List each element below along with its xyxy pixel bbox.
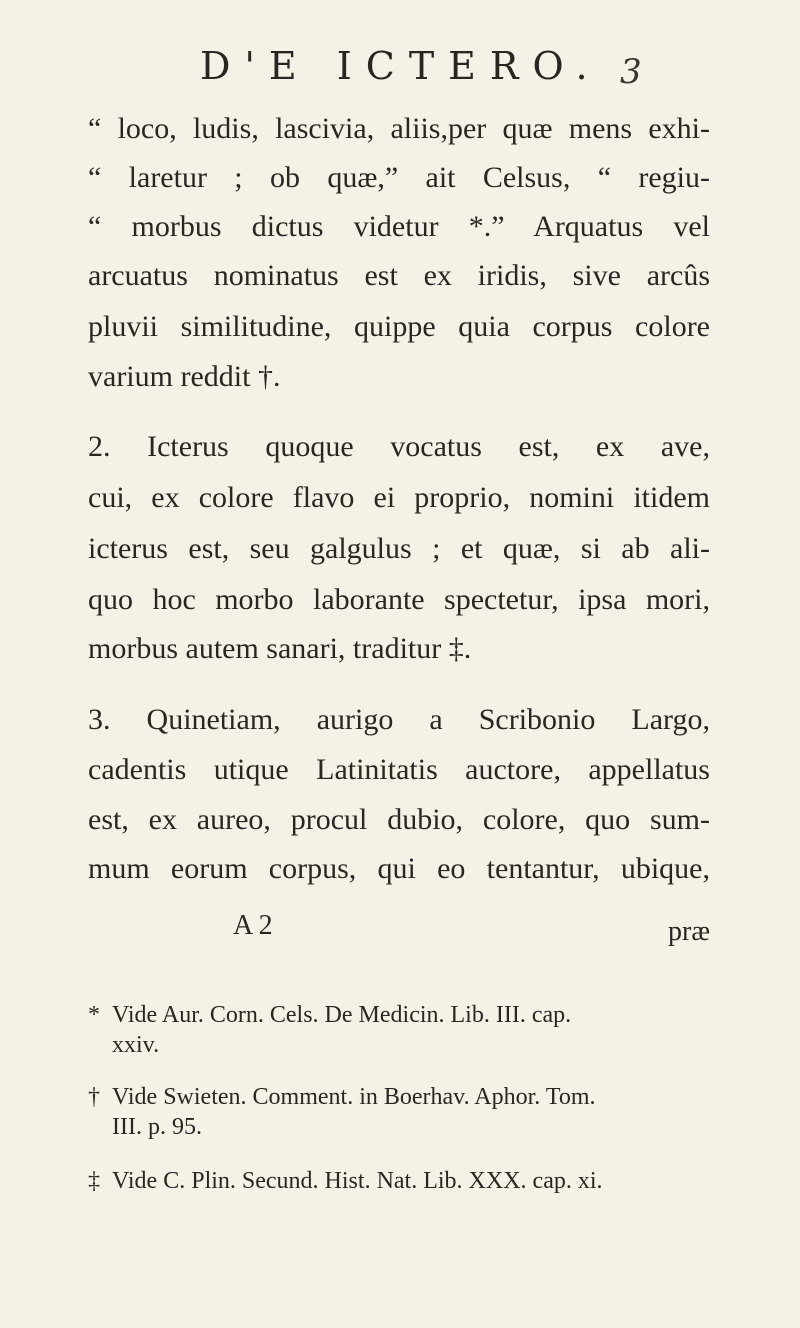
- text-line: 2. Icterus quoque vocatus est, ex ave,: [88, 430, 710, 463]
- text-line: “ morbus dictus videtur *.” Arquatus vel: [88, 210, 710, 243]
- catchword: præ: [668, 916, 710, 947]
- footnote-mark: ‡: [88, 1168, 100, 1194]
- running-head: D'E ICTERO.: [200, 44, 602, 88]
- footnote: [88, 1166, 728, 1196]
- footnote: [88, 1000, 728, 1060]
- footnote-continuation: III. p. 95.: [112, 1114, 202, 1140]
- signature-mark: A 2: [233, 910, 273, 941]
- catchwords-line: [88, 910, 710, 950]
- text-line: pluvii similitudine, quippe quia corpus colore: [88, 310, 710, 343]
- text-line: varium reddit †.: [88, 360, 281, 393]
- text-line: cadentis utique Latinitatis auctore, appellatus: [88, 753, 710, 786]
- text-line: morbus autem sanari, traditur ‡.: [88, 632, 472, 665]
- text-line: 3. Quinetiam, aurigo a Scribonio Largo,: [88, 703, 710, 736]
- footnote-text: Vide C. Plin. Secund. Hist. Nat. Lib. XXX. cap. xi.: [112, 1168, 603, 1194]
- footnote-text: Vide Aur. Corn. Cels. De Medicin. Lib. III. cap.: [112, 1002, 572, 1028]
- text-line: icterus est, seu galgulus ; et quæ, si ab ali-: [88, 532, 710, 565]
- text-line: quo hoc morbo laborante spectetur, ipsa mori,: [88, 583, 710, 616]
- text-line: “ loco, ludis, lascivia, aliis,per quæ mens exhi-: [88, 112, 710, 145]
- text-line: arcuatus nominatus est ex iridis, sive arcûs: [88, 259, 710, 292]
- text-line: mum eorum corpus, qui eo tentantur, ubique,: [88, 852, 710, 885]
- text-line: est, ex aureo, procul dubio, colore, quo sum-: [88, 803, 710, 836]
- text-line: cui, ex colore flavo ei proprio, nomini itidem: [88, 481, 710, 514]
- footnote-mark: †: [88, 1084, 100, 1110]
- footnote-mark: *: [88, 1002, 100, 1028]
- page-number: 3: [620, 52, 642, 92]
- footnote-text: Vide Swieten. Comment. in Boerhav. Aphor. Tom.: [112, 1084, 596, 1110]
- text-line: “ laretur ; ob quæ,” ait Celsus, “ regiu-: [88, 161, 710, 194]
- footnote: [88, 1082, 728, 1142]
- footnote-continuation: xxiv.: [112, 1032, 160, 1058]
